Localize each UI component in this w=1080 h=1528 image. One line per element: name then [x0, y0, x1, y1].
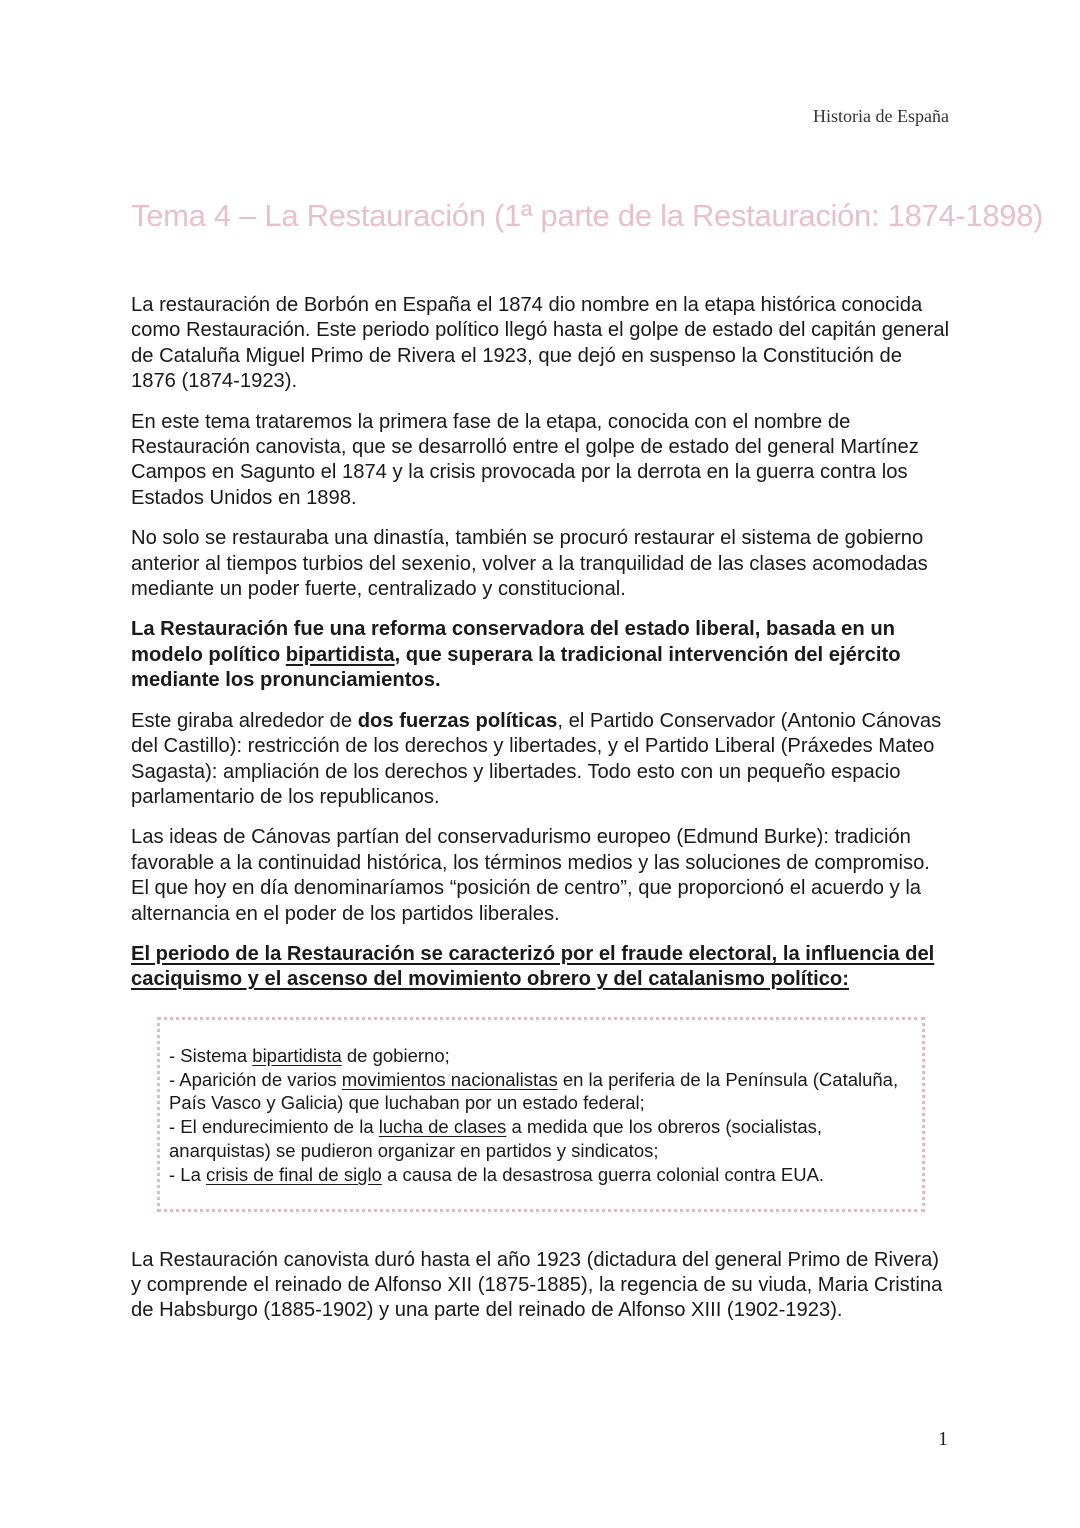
text-run: La Restauración fue una reforma conservadora del estado liberal, basada en un modelo político — [131, 618, 896, 666]
text-run: , el Partido Conservador (Antonio Cánovas del Castillo): restricción de los derechos y libertades, y el Partido Liberal (Práxedes Mateo Sagasta): ampliación de los derechos y libertades. Todo esto con un pequeño espacio parlamentario de los republicanos. — [131, 709, 942, 808]
paragraph-first-phase: En este tema trataremos la primera fase de la etapa, conocida con el nombre de Restauración canovista, que se desarrolló entre el golpe de estado del general Martínez Campos en Sagunto el 1874 y la crisis provocada por la derrota en la guerra contra los Estados Unidos en 1898. — [131, 410, 919, 509]
characteristics-box — [157, 1017, 925, 1212]
underlined-term: movimientos nacionalistas — [341, 1068, 558, 1090]
list-item — [169, 1163, 902, 1187]
text-run: a medida que los obreros (socialistas, anarquistas) se pudieron organizar en partidos y sindicatos; — [169, 1116, 822, 1161]
page-title: Tema 4 – La Restauración (1ª parte de la Restauración: 1874-1898) — [131, 198, 1044, 233]
underlined-term: lucha de clases — [378, 1116, 507, 1138]
paragraph-intro: La restauración de Borbón en España el 1874 dio nombre en la etapa histórica conocida como Restauración. Este periodo político llegó hasta el golpe de estado del capitán general de Cataluña Miguel Primo de Rivera el 1923, que dejó en suspenso la Constitución de 1876 (1874-1923). — [131, 294, 950, 393]
document-body — [131, 293, 951, 1339]
text-run: de gobierno; — [341, 1044, 450, 1066]
underlined-term: crisis de final de siglo — [206, 1163, 382, 1185]
text-run: en la periferia de la Península (Cataluña, País Vasco y Galicia) que luchaban por un estado federal; — [169, 1068, 899, 1114]
paragraph-duration: La Restauración canovista duró hasta el año 1923 (dictadura del general Primo de Rivera) y comprende el reinado de Alfonso XII (1875-1885), la regencia de su viuda, Maria Cristina de Habsburgo (1885-1902) y una parte del reinado de Alfonso XIII (1902-1923). — [131, 1248, 943, 1322]
underlined-term-bipartidista: bipartidista — [285, 643, 395, 666]
bold-term-fuerzas-politicas: dos fuerzas políticas — [357, 709, 558, 732]
list-item — [169, 1115, 902, 1163]
paragraph-characteristics-heading: El periodo de la Restauración se caracterizó por el fraude electoral, la influencia del caciquismo y el ascenso del movimiento obrero y del catalanismo político: — [131, 942, 935, 991]
paragraph-canovas-ideas: Las ideas de Cánovas partían del conservadurismo europeo (Edmund Burke): tradición favorable a la continuidad histórica, los términos medios y las soluciones de compromiso. El que hoy en día denominaríamos “posición de centro”, que proporcionó el acuerdo y la alternancia en el poder de los partidos liberales. — [131, 826, 930, 925]
underlined-term: bipartidista — [252, 1044, 342, 1066]
text-run: - La — [169, 1163, 207, 1185]
list-item — [169, 1068, 902, 1116]
paragraph-political-forces — [131, 709, 951, 811]
list-item — [169, 1044, 902, 1068]
paragraph-conservative-reform — [131, 617, 951, 693]
text-run: - Sistema — [169, 1044, 253, 1066]
text-run: , que superara la tradicional intervención del ejército mediante los pronunciamientos. — [131, 643, 901, 692]
text-run: - Aparición de varios — [169, 1068, 342, 1090]
text-run: - El endurecimiento de la — [169, 1116, 379, 1138]
text-run: Este giraba alrededor de — [131, 709, 358, 732]
running-header: Historia de España — [813, 106, 949, 126]
text-run: a causa de la desastrosa guerra colonial contra EUA. — [381, 1163, 825, 1185]
paragraph-dynasty: No solo se restauraba una dinastía, también se procuró restaurar el sistema de gobierno anterior al tiempos turbios del sexenio, volver a la tranquilidad de las clases acomodadas mediante un poder fuerte, centralizado y constitucional. — [131, 527, 928, 601]
page-number: 1 — [938, 1428, 948, 1450]
